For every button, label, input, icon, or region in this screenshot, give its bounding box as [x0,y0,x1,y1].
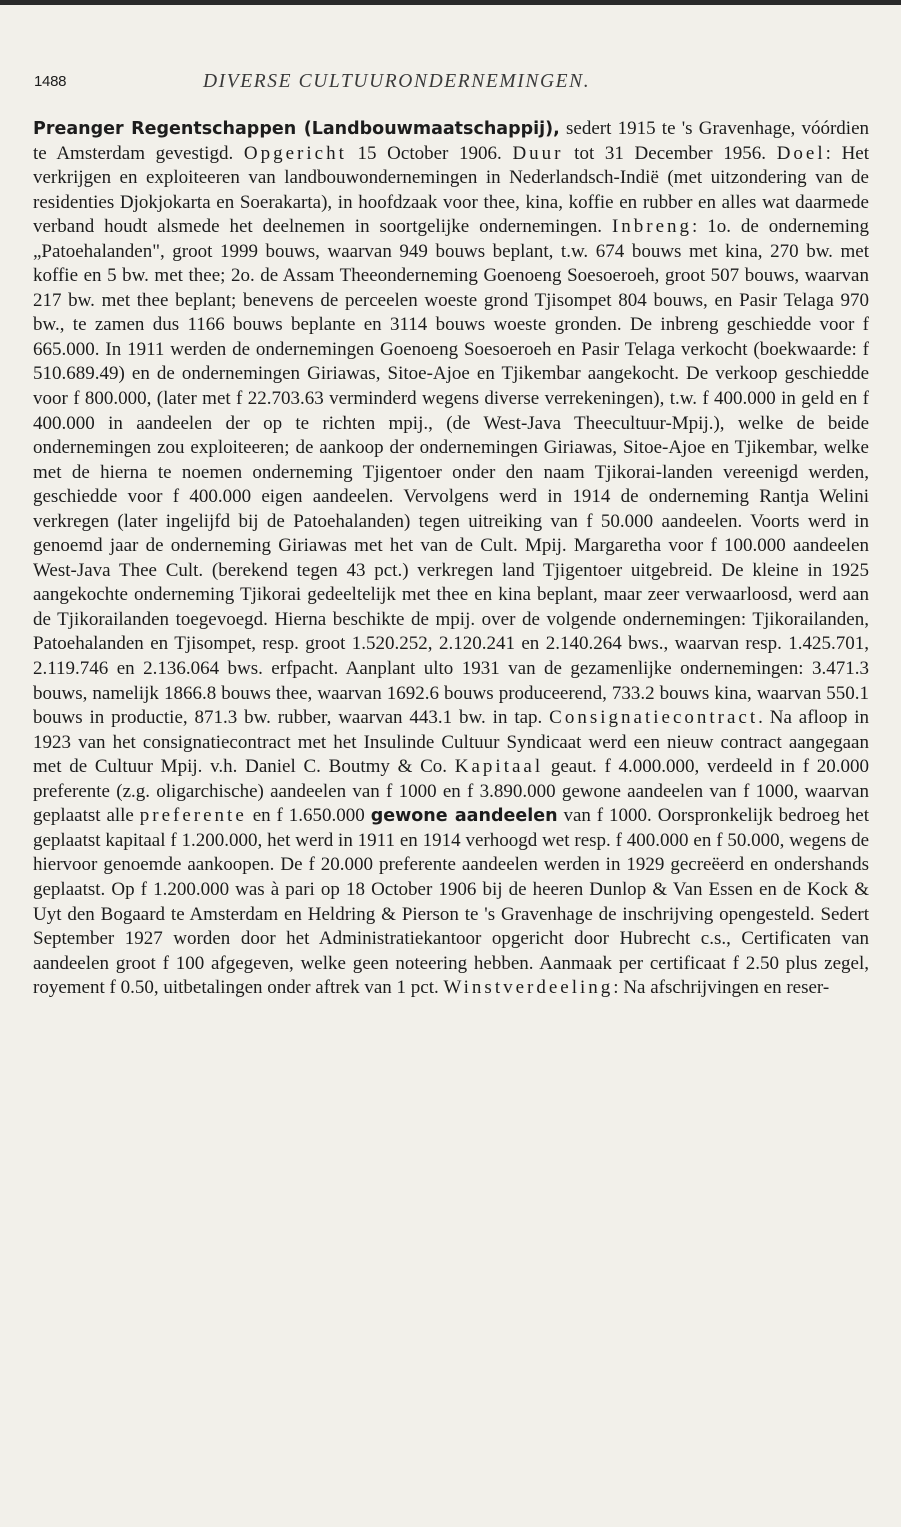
seat-text: sedert 1915 te 's Gravenhage, vóórdien te Amsterdam gevestigd. [33,118,869,164]
kapitaal-label: Kapitaal [454,756,544,778]
company-entry [33,117,869,1001]
doel-label: Doel [776,142,826,164]
gewone-aandeelen-label: gewone aandeelen [370,806,558,827]
doel-text: : Het verkrijgen en exploiteeren van landbouwondernemingen in Nederlandsch-Indië (met uitzondering van de residenties Djokjokarta en Soerakarta), in hoofdzaak voor thee, kina, koffie en rubber en alles wat daarmede verband houdt alsmede het deelnemen in soortgelijke ondernemingen. [33,142,869,238]
preferente-text: en f 1.650.000 [246,805,371,827]
inbreng-text: : 1o. de onderneming „Patoehalanden", groot 1999 bouws, waarvan 949 bouws beplant, t.w. 674 bouws met kina, 270 bw. met koffie en 5 bw. met thee; 2o. de Assam Theeonderneming Goenoeng Soesoeroeh, groot 507 bouws, waarvan 217 bw. met thee beplant; benevens de perceelen woeste grond Tjisompet 804 bouws, en Pasir Telaga 970 bw., te zamen dus 1166 bouws beplante en 3114 bouws woeste gronden. De inbreng geschiedde voor f 665.000. In 1911 werden de ondernemingen Goenoeng Soesoeroeh en Pasir Telaga verkocht (boekwaarde: f 510.689.49) en de ondernemingen Giriawas, Sitoe-Ajoe en Tjikembar aangekocht. De verkoop geschiedde voor f 800.000, (later met f 22.703.63 verminderd wegens diverse verrekeningen), t.w. f 400.000 in geld en f 400.000 in aandeelen der op te richten mpij., (de West-Java Theecultuur-Mpij.), welke de beide ondernemingen zou exploiteeren; de aankoop der ondernemingen Giriawas, Sitoe-Ajoe en Tjikembar, welke met de hierna te noemen onderneming Tjigentoer onder den naam Tjikorai-landen vereenigd werden, geschiedde voor f 400.000 eigen aandeelen. Vervolgens werd in 1914 de onderneming Rantja Welini verkregen (later ingelijfd bij de Patoehalanden) tegen uitreiking van f 50.000 aandeelen. Voorts werd in genoemd jaar de onderneming Giriawas met het van de Cult. Mpij. Margaretha voor f 100.000 aandeelen West-Java Thee Cult. (berekend tegen 43 pct.) verkregen land Tjigentoer uitgebreid. De kleine in 1925 aangekochte onderneming Tjikorai gedeeltelijk met thee en kina beplant, maar zeer verwaarloosd, werd aan de Tjikorailanden toegevoegd. Hierna beschikte de mpij. over de volgende ondernemingen: Tjikorailanden, Patoehalanden en Tjisompet, resp. groot 1.520.252, 2.120.241 en 2.140.264 bws., waarvan resp. 1.425.701, 2.119.746 en 2.136.064 bws. erfpacht. Aanplant ulto 1931 van de gezamenlijke ondernemingen: 3.471.3 bouws, namelijk 1866.8 bouws thee, waarvan 1692.6 bouws produceerend, 733.2 bouws kina, waarvan 550.1 bouws in productie, 871.3 bw. rubber, waarvan 443.1 bw. in tap. [33,216,869,729]
duur-label: Duur [512,142,564,164]
opgericht-label: Opgericht [243,142,347,164]
running-head [33,73,869,99]
page-number: 1488 [34,73,67,90]
winstverdeeling-label: Winstverdeeling [443,977,614,999]
gewone-text: van f 1000. Oorspronkelijk bedroeg het geplaatst kapitaal f 1.200.000, het werd in 1911 en 1914 verhoogd wet resp. f 400.000 en f 50.000, wegens de hiervoor genoemde aankoopen. De f 20.000 preferente aandeelen werden in 1929 gecreëerd en ondershands geplaatst. Op f 1.200.000 was à pari op 18 October 1906 bij de heeren Dunlop & Van Essen en de Kock & Uyt den Bogaard te Amsterdam en Heldring & Pierson te 's Gravenhage de inschrijving opengesteld. Sedert September 1927 worden door het Administratiekantoor opgericht door Hubrecht c.s., Certificaten van aandeelen groot f 100 afgegeven, welke geen noteering hebben. Aanmaak per certificaat f 2.50 plus zegel, royement f 0.50, uitbetalingen onder aftrek van 1 pct. [33,805,869,999]
preferente-label: preferente [139,805,247,827]
winstverdeeling-text: : Na afschrijvingen en reser- [613,977,830,999]
company-name: Preanger Regentschappen (Landbouwmaatschappij), [33,119,560,139]
kapitaal-text: geaut. f 4.000.000, verdeeld in f 20.000 preferente (z.g. oligarchische) aandeelen van f 1000 en f 3.890.000 gewone aandeelen van f 1000, waarvan geplaatst alle [33,756,870,827]
inbreng-label: Inbreng [611,216,693,238]
consignatie-label: Consignatiecontract [549,707,759,729]
running-title: DIVERSE CULTUURONDERNEMINGEN. [203,71,591,92]
consignatie-text: . Na afloop in 1923 van het consignatiecontract met het Insulinde Cultuur Syndicaat werd een nieuw contract aangegaan met de Cultuur Mpij. v.h. Daniel C. Boutmy & Co. [33,707,869,778]
duur-text: tot 31 December 1956. [563,142,777,164]
opgericht-text: 15 October 1906. [346,142,513,164]
